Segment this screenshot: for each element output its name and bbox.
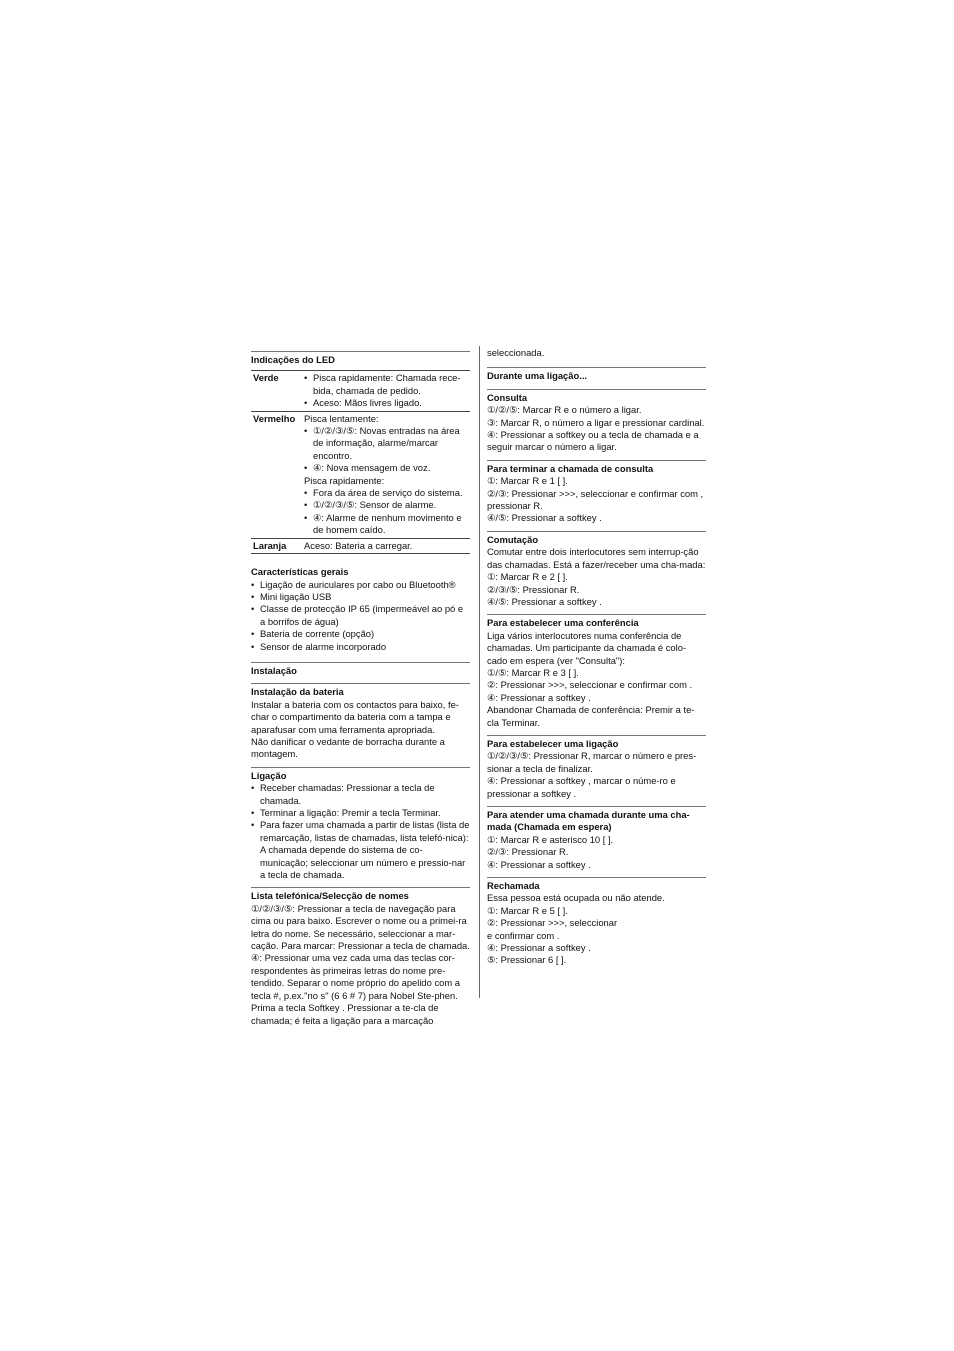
text-line: ②/③: Pressionar >>>, seleccionar e confirmar com , pressionar R.: [487, 487, 704, 512]
text-line: ①: Marcar R e 5 [ ].: [487, 904, 568, 916]
switch-section: [487, 531, 706, 608]
text-line: ①: Marcar R e asterisco 10 [ ].: [487, 833, 614, 845]
list-item: • Para fazer uma chamada a partir de listas (lista de remarcação, listas de chamadas, lista telefó-nica): A chamada depende do sistema de co-municação; seleccionar um número e pressio-nar a tecla de chamada.: [251, 819, 470, 881]
during-heading: Durante uma ligação...: [487, 370, 588, 382]
led-section: [251, 351, 470, 554]
text-line: ④/⑤: Pressionar a softkey .: [487, 595, 602, 607]
text-line: ①/②/③/⑤: Pressionar R, marcar o número e pres-sionar a tecla de finalizar.: [487, 750, 697, 774]
continued-text: seleccionada.: [487, 347, 545, 358]
endconsult-heading: Para terminar a chamada de consulta: [487, 462, 654, 474]
list-item: • Sensor de alarme incorporado: [251, 641, 470, 653]
text-line: ④: Pressionar a softkey .: [487, 858, 591, 870]
redial-heading: Rechamada: [487, 880, 540, 892]
phonebook-heading: Lista telefónica/Selecção de nomes: [251, 890, 409, 902]
left-column: [251, 345, 470, 1027]
text-line: ②: Pressionar >>>, seleccionar e confirmar com .: [487, 679, 693, 691]
led-intro: Pisca lentamente:: [304, 412, 379, 424]
column-divider: [479, 346, 480, 998]
list-item: • ④: Nova mensagem de voz.: [304, 462, 468, 474]
switch-heading: Comutação: [487, 533, 539, 545]
conference-heading: Para estabelecer uma conferência: [487, 617, 639, 629]
list-item: • Terminar a ligação: Premir a tecla Terminar.: [251, 807, 470, 819]
phonebook-section: [251, 887, 470, 1026]
consult-section: [487, 389, 706, 454]
text-line: ②/③/⑤: Pressionar R.: [487, 583, 580, 595]
text-line: ②/③: Pressionar R.: [487, 846, 569, 858]
text-line: ④: Pressionar a softkey ou a tecla de chamada e a seguir marcar o número a ligar.: [487, 429, 699, 453]
right-column: [487, 345, 706, 967]
list-item: • Bateria de corrente (opção): [251, 628, 470, 640]
features-section: [251, 566, 470, 653]
conference-section: [487, 614, 706, 729]
text-line: ③: Marcar R, o número a ligar e pressionar cardinal.: [487, 416, 705, 428]
list-item: • ④: Alarme de nenhum movimento e de homem caído.: [304, 512, 468, 537]
led-desc: [302, 411, 470, 538]
list-item: • Pisca rapidamente: Chamada rece-bida, chamada de pedido.: [304, 372, 468, 397]
led-heading: Indicações do LED: [251, 354, 335, 365]
text-line: ④/⑤: Pressionar a softkey .: [487, 512, 602, 524]
led-label: Laranja: [253, 539, 287, 551]
list-item: • Classe de protecção IP 65 (impermeável ao pó e a borrifos de água): [251, 603, 470, 628]
led-row-red: [251, 411, 470, 538]
connect-section: [487, 735, 706, 800]
waiting-heading: Para atender uma chamada durante uma cha-mada (Chamada em espera): [487, 809, 690, 833]
list-item: • ①/②/③/⑤: Novas entradas na área de informação, alarme/marcar encontro.: [304, 425, 468, 462]
text-line: ①/⑤: Marcar R e 3 [ ].: [487, 666, 579, 678]
list-item: • Aceso: Mãos livres ligado.: [304, 397, 468, 409]
list-item: • Ligação de auriculares por cabo ou Bluetooth®: [251, 579, 470, 591]
led-row-green: [251, 371, 470, 411]
battery-section: [251, 683, 470, 760]
led-intro: Pisca rapidamente:: [304, 474, 385, 486]
install-section: [251, 662, 470, 677]
text-line: Comutar entre dois interlocutores sem interrup-ção das chamadas. Está a fazer/receber uma cha-mada:: [487, 546, 706, 570]
text-line: ①: Marcar R e 1 [ ].: [487, 475, 568, 487]
list-item: • Mini ligação USB: [251, 591, 470, 603]
endconsult-section: [487, 460, 706, 525]
text-line: Liga vários interlocutores numa conferência de chamadas. Um participante da chamada é colo-cado em espera (ver "Consulta"):: [487, 629, 687, 666]
list-item: • ①/②/③/⑤: Sensor de alarme.: [304, 499, 468, 511]
text-line: ⑤: Pressionar 6 [ ].: [487, 954, 567, 966]
during-section: [487, 367, 706, 382]
consult-heading: Consulta: [487, 391, 528, 403]
features-heading: Características gerais: [251, 566, 349, 578]
paragraph: ①/②/③/⑤: Pressionar a tecla de navegação para cima ou para baixo. Escrever o nome ou a primei-ra letra do nome. Se necessário, seleccionar a mar-cação. Para marcar: Pressionar a tecla de chamada.: [251, 902, 470, 952]
call-heading: Ligação: [251, 769, 287, 781]
connect-heading: Para estabelecer uma ligação: [487, 737, 619, 749]
battery-heading: Instalação da bateria: [251, 686, 344, 698]
text-line: ②: Pressionar >>>, seleccionar: [487, 917, 618, 929]
led-label: Vermelho: [253, 412, 296, 424]
led-label: Verde: [253, 372, 279, 384]
text-line: ④: Pressionar a softkey .: [487, 691, 591, 703]
text-line: ④: Pressionar a softkey .: [487, 942, 591, 954]
paragraph: Instalar a bateria com os contactos para baixo, fe-char o compartimento da bateria com a tampa e aparafusar com uma ferramenta apropriada.: [251, 698, 459, 735]
led-desc: [302, 371, 470, 411]
led-table: [251, 370, 470, 554]
text-line: Abandonar Chamada de conferência: Premir a te-cla Terminar.: [487, 704, 695, 728]
led-desc: Aceso: Bateria a carregar.: [304, 539, 413, 551]
waiting-section: [487, 806, 706, 871]
call-section: [251, 767, 470, 882]
paragraph: Não danificar o vedante de borracha durante a montagem.: [251, 735, 445, 760]
led-row-orange: [251, 538, 470, 553]
paragraph: ④: Pressionar uma vez cada uma das teclas cor-respondentes às primeiras letras do nome pre-tendido. Separar o nome próprio do apelido com a tecla #, p.ex."no s" (6 6 # 7) para Nobel Ste-phen. Prima a tecla Softkey . Pressionar a te-cla de chamada; é feita a ligação para a marcação: [251, 952, 460, 1026]
text-line: ①: Marcar R e 2 [ ].: [487, 571, 568, 583]
list-item: • Fora da área de serviço do sistema.: [304, 487, 468, 499]
text-line: Essa pessoa está ocupada ou não atende.: [487, 892, 665, 904]
list-item: • Receber chamadas: Pressionar a tecla de chamada.: [251, 782, 470, 807]
text-line: ①/②/⑤: Marcar R e o número a ligar.: [487, 404, 642, 416]
text-line: e confirmar com .: [487, 929, 560, 941]
redial-section: [487, 877, 706, 967]
install-heading: Instalação: [251, 664, 297, 676]
text-line: ④: Pressionar a softkey , marcar o núme-ro e pressionar a softkey .: [487, 775, 676, 799]
